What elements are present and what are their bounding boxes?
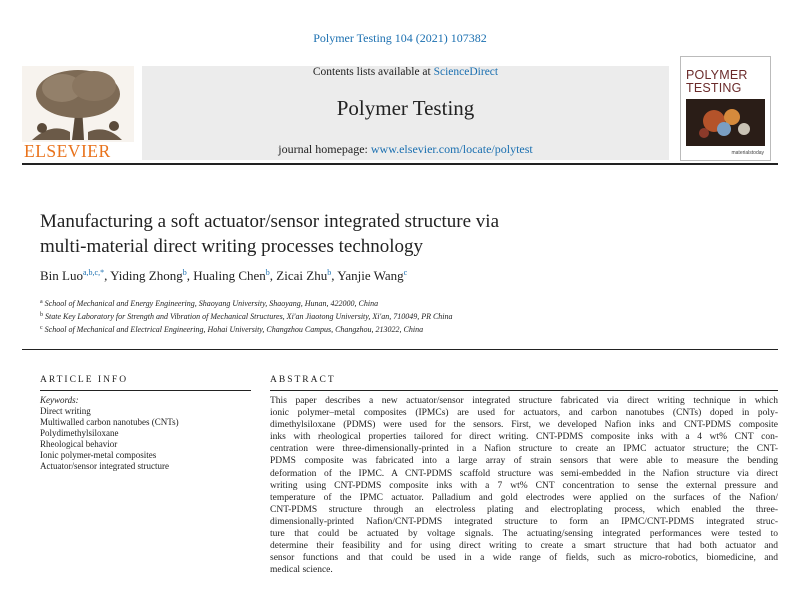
- cover-image: [686, 99, 765, 146]
- journal-cover[interactable]: [680, 56, 771, 161]
- contents-line: [142, 66, 669, 78]
- abstract-line: CNT-PDMS structure through an electroless plating and electroplating process, which enabled the three-: [270, 504, 778, 515]
- abstract-body: [270, 395, 778, 576]
- paper-title-line2: multi-material direct writing processes technology: [40, 236, 424, 257]
- abstract-line: writing using CNT-PDMS composite inks with a 7 wt% CNT concentration to sense the external pressure and: [270, 480, 778, 491]
- keyword-item: Ionic polymer-metal composites: [40, 450, 157, 460]
- author-name[interactable]: Bin Luo: [40, 268, 83, 283]
- affiliation-mark: b: [40, 312, 43, 318]
- author-separator: ,: [269, 268, 277, 283]
- cover-title-line2: TESTING: [686, 81, 742, 95]
- keywords-block: [40, 395, 179, 472]
- abstract-line: determine their feasibility and for using direct writing to create a smart structure that had both actuator and: [270, 541, 778, 552]
- author-separator: ,: [331, 268, 338, 283]
- affiliations-divider: [22, 349, 778, 350]
- author-affiliation-mark[interactable]: c: [403, 268, 408, 277]
- abstract-line: medical science.: [270, 565, 333, 576]
- cover-art-icon: [686, 99, 765, 146]
- author-name[interactable]: Yiding Zhong: [110, 268, 183, 283]
- abstract-heading: ABSTRACT: [270, 375, 336, 385]
- abstract-line: ture that could be actuated by voltage signals. The actuating/sensing integrated performances were tested to: [270, 529, 778, 540]
- abstract-line: ionic polymer–metal composites (IPMCs) are used for actuators, and carbon nanotubes (CNTs) doped in poly-: [270, 408, 778, 419]
- author-affiliation-mark[interactable]: b: [182, 268, 187, 277]
- article-info-heading: ARTICLE INFO: [40, 375, 129, 385]
- affiliation-text: School of Mechanical and Electrical Engineering, Hohai University, Changzhou Campus, Changzhou, 213022, China: [44, 325, 424, 334]
- article-info-divider: [40, 390, 251, 391]
- paper-title: [40, 209, 640, 259]
- author-name[interactable]: Zicai Zhu: [276, 268, 328, 283]
- elsevier-tree-icon: [22, 66, 134, 142]
- journal-citation[interactable]: Polymer Testing 104 (2021) 107382: [313, 31, 487, 45]
- affiliation-text: School of Mechanical and Energy Engineering, Shaoyang University, Shaoyang, Hunan, 422000, China: [44, 299, 379, 308]
- keyword-item: Actuator/sensor integrated structure: [40, 461, 169, 471]
- cover-footer: materialstoday: [731, 150, 764, 156]
- abstract-line: sensor functions and that could be used in a wide range of fields, such as micro-robotics, biomedicine, and: [270, 553, 778, 564]
- abstract-line: centration were three-dimensionally-printed in a Nafion structure to create an IPMC actuator structure; the CNT-: [270, 444, 778, 455]
- affiliation-text: State Key Laboratory for Strength and Vibration of Mechanical Structures, Xi'an Jiaotong University, Xi'an, 710049, PR China: [45, 312, 453, 321]
- affiliation: [40, 312, 453, 321]
- paper-title-line1: Manufacturing a soft actuator/sensor integrated structure via: [40, 211, 499, 232]
- affiliation: [40, 299, 378, 308]
- keyword-item: Polydimethylsiloxane: [40, 428, 119, 438]
- abstract-line: dimethylsiloxane (PDMS) were used for the sensors. First, we developed Nafion inks and CNT-PDMS composite: [270, 420, 778, 431]
- author-affiliation-mark[interactable]: b: [265, 268, 270, 277]
- keyword-item: Direct writing: [40, 406, 91, 416]
- journal-homepage-link[interactable]: www.elsevier.com/locate/polytest: [370, 142, 533, 156]
- cover-title-line1: POLYMER: [686, 68, 748, 82]
- journal-homepage-line: [142, 142, 669, 157]
- abstract-line: This paper describes a new actuator/sensor integrated structure fabricated via direct writing technique in which: [270, 396, 778, 406]
- abstract-line: inks with rheological properties tailored for direct writing. CNT-PDMS composite inks with a 4 wt% CNT con-: [270, 432, 778, 443]
- abstract-line: temperature of the IPMC actuator. Palladium and gold electrodes were applied on the surfaces of the Nafion/: [270, 492, 778, 503]
- keywords-label: Keywords:: [40, 395, 79, 405]
- author-affiliation-mark[interactable]: a,b,c,*: [82, 268, 105, 277]
- author-list: [40, 268, 407, 284]
- abstract-divider: [270, 390, 778, 391]
- affiliation-mark: c: [40, 325, 43, 331]
- abstract-line: deformation of the IPMC. A CNT-PDMS scaffold structure was semi-embedded in the Nafion structure via direct: [270, 468, 778, 479]
- cover-title: [686, 69, 748, 95]
- author-name[interactable]: Hualing Chen: [193, 268, 266, 283]
- abstract-line: PDMS composite was fabricated into a large array of strain sensors that were able to measure the bending: [270, 456, 778, 467]
- abstract-line: dimensionally-printed Nafion/CNT-PDMS integrated structure to form an IPMC/CNT-PDMS integrated struc-: [270, 516, 778, 527]
- header-divider: [22, 163, 778, 165]
- author-separator: ,: [186, 268, 194, 283]
- affiliation: [40, 325, 423, 334]
- keyword-item: Rheological behavior: [40, 439, 118, 449]
- homepage-prefix: journal homepage:: [278, 142, 368, 156]
- sciencedirect-link[interactable]: ScienceDirect: [433, 66, 499, 78]
- author-separator: ,: [104, 268, 111, 283]
- author-name[interactable]: Yanjie Wang: [337, 268, 404, 283]
- elsevier-wordmark: ELSEVIER: [24, 141, 111, 161]
- contents-prefix: Contents lists available at: [312, 66, 431, 78]
- affiliation-mark: a: [40, 299, 43, 305]
- keyword-item: Multiwalled carbon nanotubes (CNTs): [40, 417, 179, 427]
- author-affiliation-mark[interactable]: b: [327, 268, 332, 277]
- journal-title: Polymer Testing: [336, 96, 475, 120]
